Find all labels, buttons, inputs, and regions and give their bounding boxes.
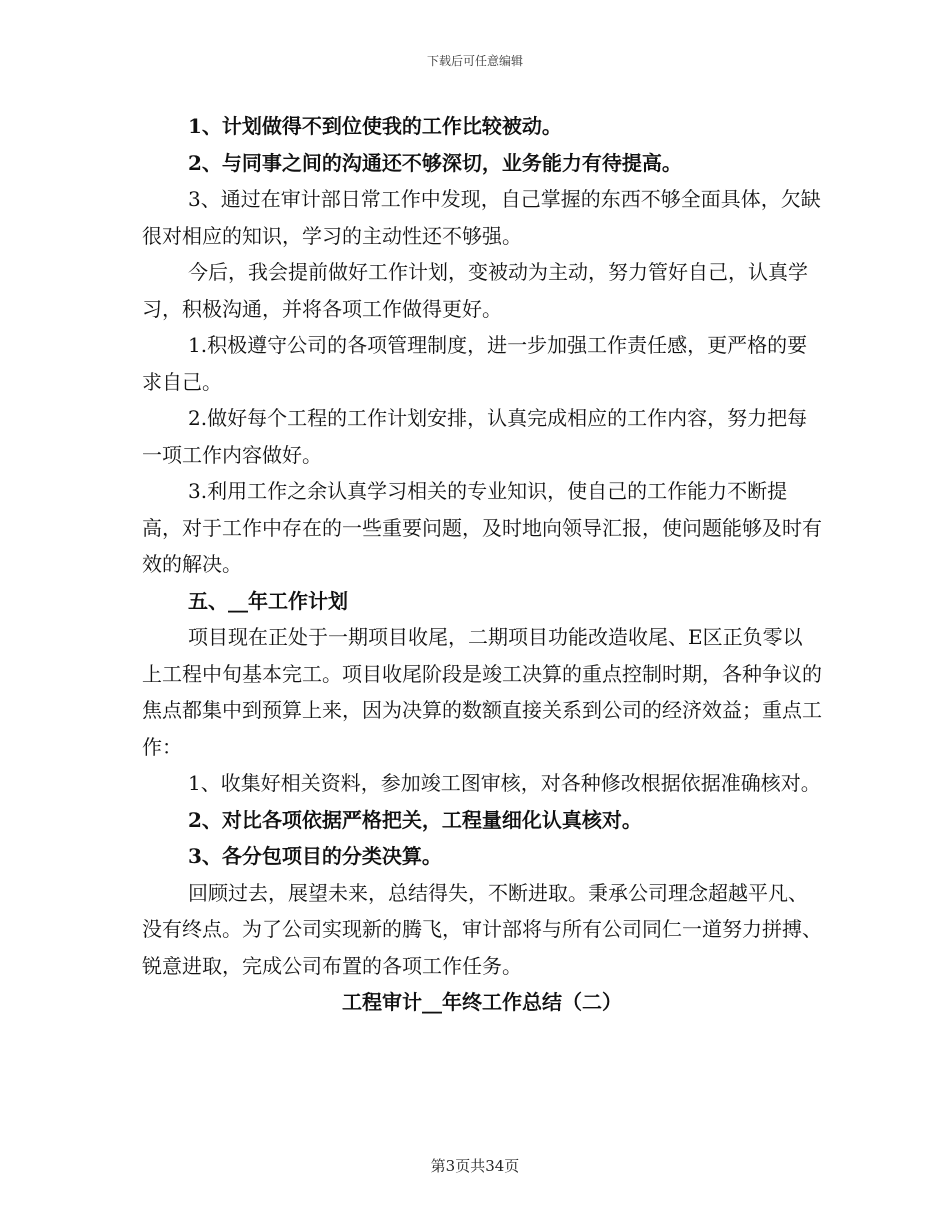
paragraph-9: 项目现在正处于一期项目收尾，二期项目功能改造收尾、E区正负零以上工程中旬基本完工。项目收尾阶段是竣工决算的重点控制时期，各种争议的焦点都集中到预算上来，因为决算的数额直接关系到公司的经济效益；重点工作： <box>142 625 822 759</box>
page-footer: 第3页共34页 <box>430 1157 520 1175</box>
paragraph-12: 3、各分包项目的分类决算。 <box>188 844 442 868</box>
page-header: 下载后可任意编辑 <box>426 54 523 68</box>
document-title: 工程审计__年终工作总结（二） <box>342 990 622 1014</box>
paragraph-7: 3.利用工作之余认真学习相关的专业知识，使自己的工作能力不断提高，对于工作中存在的一些重要问题，及时地向领导汇报，使问题能够及时有效的解决。 <box>142 479 822 576</box>
paragraph-4: 今后，我会提前做好工作计划，变被动为主动，努力管好自己，认真学习，积极沟通，并将各项工作做得更好。 <box>142 260 808 321</box>
paragraph-3: 3、通过在审计部日常工作中发现，自己掌握的东西不够全面具体，欠缺很对相应的知识，学习的主动性还不够强。 <box>142 187 821 248</box>
document-body <box>142 108 822 1021</box>
paragraph-13: 回顾过去，展望未来，总结得失，不断进取。秉承公司理念超越平凡、没有终点。为了公司实现新的腾飞，审计部将与所有公司同仁一道努力拼搏、锐意进取，完成公司布置的各项工作任务。 <box>142 880 822 978</box>
section-heading: 五、__年工作计划 <box>188 588 348 613</box>
paragraph-5: 1.积极遵守公司的各项管理制度，进一步加强工作责任感，更严格的要求自己。 <box>142 333 808 394</box>
paragraph-10: 1、收集好相关资料，参加竣工图审核，对各种修改根据依据准确核对。 <box>188 771 821 795</box>
paragraph-2: 2、与同事之间的沟通还不够深切，业务能力有待提高。 <box>188 150 682 175</box>
paragraph-11: 2、对比各项依据严格把关，工程量细化认真核对。 <box>188 807 642 832</box>
paragraph-6: 2.做好每个工程的工作计划安排，认真完成相应的工作内容，努力把每一项工作内容做好。 <box>142 406 808 467</box>
paragraph-1: 1、计划做得不到位使我的工作比较被动。 <box>188 114 562 138</box>
